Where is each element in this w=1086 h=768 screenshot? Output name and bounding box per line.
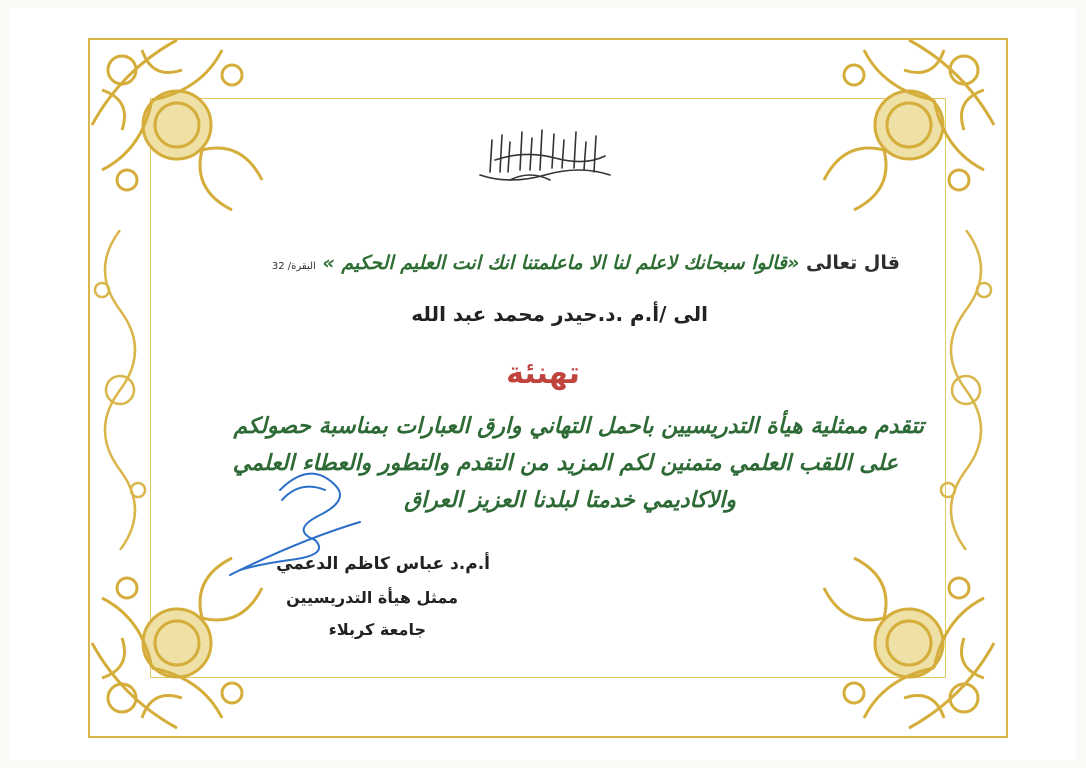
corner-ornament-top-right: [814, 30, 1004, 220]
handwritten-signature: [220, 460, 390, 580]
basmala-calligraphy: [470, 120, 620, 190]
quran-verse-line: [272, 252, 900, 274]
signatory-title: ممثل هيأة التدريسيين: [286, 588, 458, 607]
verse-quote: «قالوا سبحانك لاعلم لنا الا ماعلمتنا انك انت العليم الحكيم »: [322, 252, 800, 274]
body-line-1: تتقدم ممثلية هيأة التدريسيين باحمل التهاني وارق العبارات بمناسبة حصولكم: [233, 414, 924, 439]
corner-ornament-top-left: [82, 30, 272, 220]
verse-reference: البقرة/ 32: [271, 261, 316, 272]
corner-ornament-bottom-right: [814, 548, 1004, 738]
congratulation-heading: تهنئة: [506, 356, 580, 391]
body-line-3: والاكاديمي خدمتا لبلدنا العزيز العراق: [404, 488, 736, 513]
recipient-line: الى /أ.م .د.حيدر محمد عبد الله: [411, 302, 708, 326]
body-line-2: على اللقب العلمي متمنين لكم المزيد من التقدم والتطور والعطاء العلمي: [232, 451, 898, 476]
signatory-name: أ.م.د عباس كاظم الدعمي: [276, 554, 490, 574]
signatory-university: جامعة كربلاء: [328, 620, 426, 639]
verse-prefix: قال تعالى: [805, 252, 900, 274]
